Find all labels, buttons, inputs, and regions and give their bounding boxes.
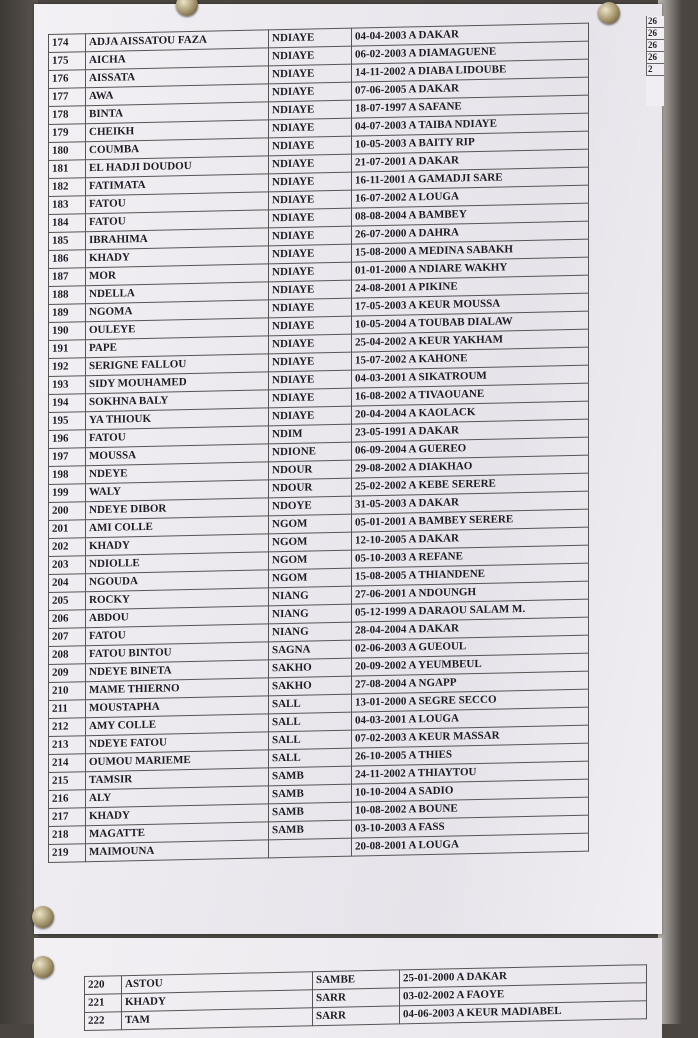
adjacent-sheet-edge (646, 16, 664, 106)
first-name: FATOU (86, 624, 269, 646)
last-name: NDIAYE (269, 316, 352, 336)
edge-stub: 26 (646, 16, 664, 28)
last-name: NDIAYE (269, 388, 352, 408)
last-name: NDIAYE (269, 280, 352, 300)
last-name: SAMBE (313, 970, 400, 990)
pin-icon (32, 906, 54, 928)
row-number: 198 (49, 466, 86, 485)
row-number: 219 (49, 844, 86, 863)
row-number: 214 (49, 754, 86, 773)
pin-icon (598, 2, 620, 24)
last-name: NIANG (269, 604, 352, 624)
first-name: ALY (86, 786, 269, 808)
birth-date-place: 16-11-2001 A GAMADJI SARE (352, 167, 589, 190)
row-number: 220 (85, 976, 122, 995)
last-name: NDIAYE (269, 46, 352, 66)
birth-date-place: 21-07-2001 A DAKAR (352, 149, 589, 172)
first-name: SIDY MOUHAMED (86, 372, 269, 394)
first-name: NDEYE FATOU (86, 732, 269, 754)
last-name: SALL (269, 730, 352, 750)
row-number: 174 (49, 34, 86, 53)
first-name: NDEYE (86, 462, 269, 484)
birth-date-place: 03-02-2002 A FAOYE (400, 983, 647, 1006)
birth-date-place: 16-07-2002 A LOUGA (352, 185, 589, 208)
birth-date-place: 15-08-2005 A THIANDENE (352, 563, 589, 586)
row-number: 182 (49, 178, 86, 197)
row-number: 197 (49, 448, 86, 467)
first-name: KHADY (122, 990, 313, 1012)
first-name: MAIMOUNA (86, 840, 269, 862)
first-name: COUMBA (86, 138, 269, 160)
row-number: 195 (49, 412, 86, 431)
last-name: NDOYE (269, 496, 352, 516)
last-name: NDIAYE (269, 172, 352, 192)
last-name: NGOM (269, 568, 352, 588)
birth-date-place: 17-05-2003 A KEUR MOUSSA (352, 293, 589, 316)
birth-date-place: 25-04-2002 A KEUR YAKHAM (352, 329, 589, 352)
row-number: 186 (49, 250, 86, 269)
last-name: NGOM (269, 532, 352, 552)
last-name: NDIAYE (269, 64, 352, 84)
row-number: 218 (49, 826, 86, 845)
row-number: 187 (49, 268, 86, 287)
birth-date-place: 23-05-1991 A DAKAR (352, 419, 589, 442)
row-number: 178 (49, 106, 86, 125)
birth-date-place: 05-12-1999 A DARAOU SALAM M. (352, 599, 589, 622)
last-name: SAGNA (269, 640, 352, 660)
birth-date-place: 02-06-2003 A GUEOUL (352, 635, 589, 658)
birth-date-place: 20-04-2004 A KAOLACK (352, 401, 589, 424)
edge-stub: 26 (646, 52, 664, 64)
last-name: NDIAYE (269, 100, 352, 120)
last-name: NDIAYE (269, 262, 352, 282)
last-name: NDOUR (269, 478, 352, 498)
birth-date-place: 31-05-2003 A DAKAR (352, 491, 589, 514)
row-number: 221 (85, 994, 122, 1013)
last-name: SALL (269, 712, 352, 732)
last-name: NDIONE (269, 442, 352, 462)
birth-date-place: 18-07-1997 A SAFANE (352, 95, 589, 118)
last-name: NDIAYE (269, 136, 352, 156)
birth-date-place: 04-03-2001 A SIKATROUM (352, 365, 589, 388)
row-number: 177 (49, 88, 86, 107)
birth-date-place: 10-08-2002 A BOUNE (352, 797, 589, 820)
row-number: 193 (49, 376, 86, 395)
last-name: NIANG (269, 622, 352, 642)
row-number: 207 (49, 628, 86, 647)
last-name: SAMB (269, 802, 352, 822)
birth-date-place: 29-08-2002 A DIAKHAO (352, 455, 589, 478)
first-name: OULEYE (86, 318, 269, 340)
row-number: 215 (49, 772, 86, 791)
row-number: 210 (49, 682, 86, 701)
birth-date-place: 04-06-2003 A KEUR MADIABEL (400, 1001, 647, 1024)
row-number: 208 (49, 646, 86, 665)
row-number: 216 (49, 790, 86, 809)
last-name: NDIAYE (269, 118, 352, 138)
last-name: NIANG (269, 586, 352, 606)
birth-date-place: 10-05-2004 A TOUBAB DIALAW (352, 311, 589, 334)
first-name: IBRAHIMA (86, 228, 269, 250)
first-name: ROCKY (86, 588, 269, 610)
birth-date-place: 07-06-2005 A DAKAR (352, 77, 589, 100)
voter-list-table (48, 23, 589, 863)
first-name: NGOMA (86, 300, 269, 322)
birth-date-place: 04-07-2003 A TAIBA NDIAYE (352, 113, 589, 136)
first-name: OUMOU MARIEME (86, 750, 269, 772)
wall-right (658, 0, 698, 1024)
row-number: 201 (49, 520, 86, 539)
last-name: NDIAYE (269, 298, 352, 318)
first-name: NDEYE DIBOR (86, 498, 269, 520)
birth-date-place: 28-04-2004 A DAKAR (352, 617, 589, 640)
birth-date-place: 14-11-2002 A DIABA LIDOUBE (352, 59, 589, 82)
row-number: 191 (49, 340, 86, 359)
birth-date-place: 20-08-2001 A LOUGA (352, 833, 589, 856)
first-name: TAM (122, 1008, 313, 1030)
birth-date-place: 26-10-2005 A THIES (352, 743, 589, 766)
first-name: ABDOU (86, 606, 269, 628)
birth-date-place: 05-10-2003 A REFANE (352, 545, 589, 568)
last-name: NDIAYE (269, 406, 352, 426)
row-number: 181 (49, 160, 86, 179)
row-number: 175 (49, 52, 86, 71)
row-number: 184 (49, 214, 86, 233)
row-number: 222 (85, 1012, 122, 1031)
row-number: 183 (49, 196, 86, 215)
row-number: 179 (49, 124, 86, 143)
first-name: FATOU BINTOU (86, 642, 269, 664)
row-number: 185 (49, 232, 86, 251)
birth-date-place: 10-10-2004 A SADIO (352, 779, 589, 802)
last-name (269, 838, 352, 858)
first-name: FATOU (86, 210, 269, 232)
first-name: ADJA AISSATOU FAZA (86, 30, 269, 52)
birth-date-place: 20-09-2002 A YEUMBEUL (352, 653, 589, 676)
birth-date-place: 16-08-2002 A TIVAOUANE (352, 383, 589, 406)
birth-date-place: 24-08-2001 A PIKINE (352, 275, 589, 298)
first-name: MOR (86, 264, 269, 286)
last-name: NGOM (269, 550, 352, 570)
birth-date-place: 24-11-2002 A THIAYTOU (352, 761, 589, 784)
first-name: KHADY (86, 804, 269, 826)
first-name: AMY COLLE (86, 714, 269, 736)
birth-date-place: 06-09-2004 A GUEREO (352, 437, 589, 460)
row-number: 206 (49, 610, 86, 629)
birth-date-place: 04-03-2001 A LOUGA (352, 707, 589, 730)
first-name: MAME THIERNO (86, 678, 269, 700)
row-number: 212 (49, 718, 86, 737)
last-name: SAKHO (269, 658, 352, 678)
birth-date-place: 27-06-2001 A NDOUNGH (352, 581, 589, 604)
first-name: TAMSIR (86, 768, 269, 790)
birth-date-place: 15-08-2000 A MEDINA SABAKH (352, 239, 589, 262)
first-name: FATOU (86, 426, 269, 448)
first-name: FATIMATA (86, 174, 269, 196)
first-name: WALY (86, 480, 269, 502)
row-number: 205 (49, 592, 86, 611)
last-name: SAMB (269, 766, 352, 786)
birth-date-place: 12-10-2005 A DAKAR (352, 527, 589, 550)
first-name: KHADY (86, 246, 269, 268)
first-name: NDELLA (86, 282, 269, 304)
last-name: SARR (313, 1006, 400, 1026)
first-name: SERIGNE FALLOU (86, 354, 269, 376)
birth-date-place: 13-01-2000 A SEGRE SECCO (352, 689, 589, 712)
row-number: 194 (49, 394, 86, 413)
row-number: 199 (49, 484, 86, 503)
first-name: SOKHNA BALY (86, 390, 269, 412)
birth-date-place: 25-02-2002 A KEBE SERERE (352, 473, 589, 496)
first-name: AISSATA (86, 66, 269, 88)
birth-date-place: 15-07-2002 A KAHONE (352, 347, 589, 370)
row-number: 203 (49, 556, 86, 575)
first-name: MAGATTE (86, 822, 269, 844)
first-name: YA THIOUK (86, 408, 269, 430)
row-number: 180 (49, 142, 86, 161)
first-name: PAPE (86, 336, 269, 358)
first-name: MOUSSA (86, 444, 269, 466)
birth-date-place: 27-08-2004 A NGAPP (352, 671, 589, 694)
last-name: NGOM (269, 514, 352, 534)
row-number: 209 (49, 664, 86, 683)
first-name: KHADY (86, 534, 269, 556)
row-number: 200 (49, 502, 86, 521)
row-number: 211 (49, 700, 86, 719)
birth-date-place: 26-07-2000 A DAHRA (352, 221, 589, 244)
last-name: SARR (313, 988, 400, 1008)
first-name: NDIOLLE (86, 552, 269, 574)
edge-stub: 26 (646, 28, 664, 40)
birth-date-place: 07-02-2003 A KEUR MASSAR (352, 725, 589, 748)
first-name: NGOUDA (86, 570, 269, 592)
last-name: SALL (269, 694, 352, 714)
row-number: 202 (49, 538, 86, 557)
last-name: SAKHO (269, 676, 352, 696)
birth-date-place: 06-02-2003 A DIAMAGUENE (352, 41, 589, 64)
first-name: FATOU (86, 192, 269, 214)
first-name: BINTA (86, 102, 269, 124)
birth-date-place: 03-10-2003 A FASS (352, 815, 589, 838)
row-number: 192 (49, 358, 86, 377)
last-name: NDIAYE (269, 244, 352, 264)
last-name: NDIAYE (269, 82, 352, 102)
birth-date-place: 08-08-2004 A BAMBEY (352, 203, 589, 226)
last-name: NDIM (269, 424, 352, 444)
edge-stub: 2 (646, 64, 664, 76)
first-name: AICHA (86, 48, 269, 70)
birth-date-place: 25-01-2000 A DAKAR (400, 965, 647, 988)
row-number: 189 (49, 304, 86, 323)
row-number: 217 (49, 808, 86, 827)
last-name: SAMB (269, 820, 352, 840)
last-name: NDIAYE (269, 154, 352, 174)
last-name: NDIAYE (269, 226, 352, 246)
birth-date-place: 05-01-2001 A BAMBEY SERERE (352, 509, 589, 532)
last-name: SAMB (269, 784, 352, 804)
first-name: EL HADJI DOUDOU (86, 156, 269, 178)
row-number: 196 (49, 430, 86, 449)
birth-date-place: 01-01-2000 A NDIARE WAKHY (352, 257, 589, 280)
last-name: NDIAYE (269, 352, 352, 372)
last-name: NDIAYE (269, 208, 352, 228)
row-number: 213 (49, 736, 86, 755)
last-name: NDIAYE (269, 190, 352, 210)
last-name: SALL (269, 748, 352, 768)
row-number: 190 (49, 322, 86, 341)
birth-date-place: 10-05-2003 A BAITY RIP (352, 131, 589, 154)
first-name: CHEIKH (86, 120, 269, 142)
last-name: NDOUR (269, 460, 352, 480)
birth-date-place: 04-04-2003 A DAKAR (352, 23, 589, 46)
edge-stub: 26 (646, 40, 664, 52)
first-name: ASTOU (122, 972, 313, 994)
pin-icon (32, 956, 54, 978)
first-name: MOUSTAPHA (86, 696, 269, 718)
last-name: NDIAYE (269, 28, 352, 48)
first-name: AMI COLLE (86, 516, 269, 538)
first-name: NDEYE BINETA (86, 660, 269, 682)
row-number: 176 (49, 70, 86, 89)
wall-left (0, 0, 38, 1024)
first-name: AWA (86, 84, 269, 106)
last-name: NDIAYE (269, 334, 352, 354)
voter-list-table-continued (84, 964, 647, 1031)
row-number: 188 (49, 286, 86, 305)
row-number: 204 (49, 574, 86, 593)
last-name: NDIAYE (269, 370, 352, 390)
